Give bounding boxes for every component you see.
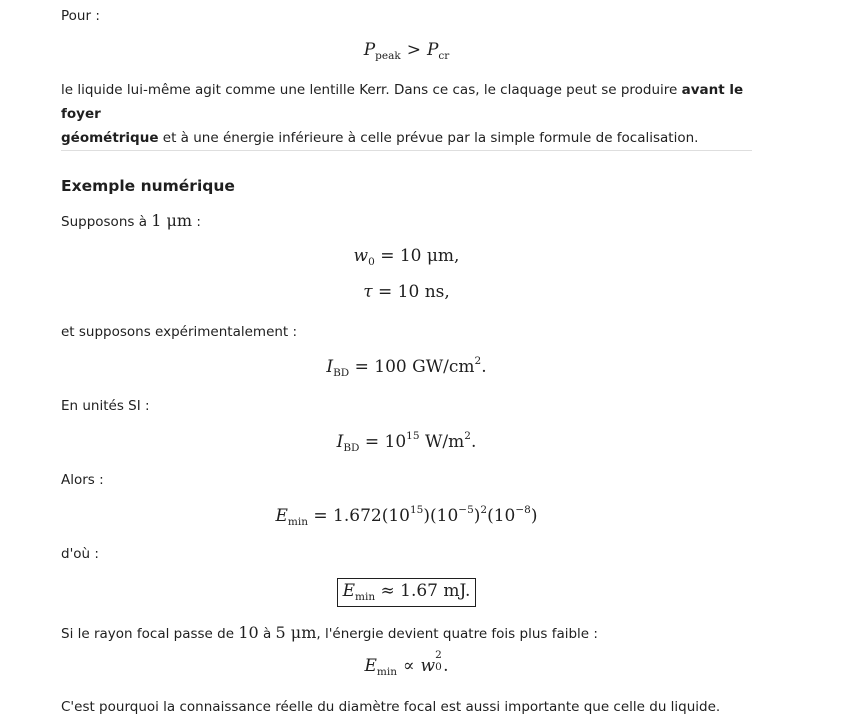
subscript-0: 0: [368, 256, 375, 268]
symbol-E-prop: E: [364, 656, 377, 676]
symbol-w: w: [353, 246, 369, 266]
supposons-text: Supposons à: [61, 214, 152, 230]
energy-result-rhs: ≈ 1.67 mJ.: [380, 581, 471, 601]
equation-peak-power: [61, 40, 752, 62]
supposons-line: [61, 209, 752, 234]
rayon-math-2: 5 μm: [275, 623, 317, 642]
section-heading: Exemple numérique: [61, 177, 235, 195]
energy-calc-a: = 1.672(10: [313, 506, 410, 526]
result-box: [337, 578, 477, 607]
superscript-2: 2: [474, 355, 482, 367]
intensity-si-unit: W/m: [419, 432, 465, 452]
intensity-gw-rhs: = 100 GW/cm: [354, 357, 475, 377]
symbol-I: I: [326, 357, 334, 377]
subscript-cr: cr: [438, 50, 450, 62]
subscript-peak: peak: [375, 50, 401, 62]
equation-proportional: [61, 649, 752, 678]
duration-rhs: = 10 ns,: [378, 282, 450, 302]
waist-rhs: = 10 μm,: [380, 246, 460, 266]
supposons-math: 1 μm: [151, 211, 193, 230]
energy-calc-c: ): [473, 506, 481, 526]
intensity-si-end: .: [470, 432, 477, 452]
rayon-text-b: , l'énergie devient quatre fois plus faible :: [316, 626, 598, 642]
superscript-minus5: −5: [458, 504, 474, 516]
rayon-text-a: Si le rayon focal passe de: [61, 626, 239, 642]
subscript-min-result: min: [355, 591, 376, 603]
proportional-end: .: [443, 656, 449, 676]
symbol-E-result: E: [342, 581, 355, 601]
symbol-P-cr: P: [426, 40, 439, 60]
subscript-0-prop: 0: [435, 661, 442, 673]
equation-energy-result: [61, 578, 752, 607]
kerr-paragraph: [61, 78, 752, 150]
subscript-min-prop: min: [376, 666, 397, 678]
kerr-text-a: le liquide lui-même agit comme une lentille Kerr. Dans ce cas, le claquage peut se produire: [61, 82, 682, 98]
operator-propto: ∝: [403, 656, 415, 676]
subscript-min: min: [287, 516, 308, 528]
equation-intensity-si: [61, 430, 752, 454]
kerr-bold-1: avant le foyer: [61, 82, 744, 122]
conclusion-line: C'est pourquoi la connaissance réelle du diamètre focal est aussi importante que celle du liquide.: [61, 699, 721, 715]
superscript-15: 15: [406, 430, 420, 442]
symbol-I-si: I: [336, 432, 344, 452]
energy-calc-e: ): [530, 506, 538, 526]
superscript-minus8: −8: [515, 504, 531, 516]
subscript-BD: BD: [333, 367, 350, 379]
subscript-BD-si: BD: [343, 442, 360, 454]
kerr-text-b: et à une énergie inférieure à celle prévue par la simple formule de focalisation.: [158, 130, 699, 146]
experimental-line: et supposons expérimentalement :: [61, 324, 298, 340]
energy-calc-d: (10: [487, 506, 516, 526]
equation-waist: [61, 246, 752, 268]
symbol-tau: τ: [363, 282, 373, 302]
intensity-gw-end: .: [481, 357, 487, 377]
kerr-bold-2: géométrique: [61, 130, 159, 146]
symbol-P: P: [363, 40, 376, 60]
rayon-mid: à: [258, 626, 276, 642]
equation-intensity-gw: [61, 355, 752, 379]
superscript-2-prop: 2: [435, 649, 442, 661]
section-divider: [61, 150, 752, 151]
equation-energy-calc: [61, 504, 752, 528]
superscript-2-calc: 2: [480, 504, 488, 516]
rayon-math-1: 10: [238, 623, 259, 642]
rayon-line: [61, 621, 752, 646]
energy-calc-b: )(10: [423, 506, 459, 526]
supposons-end: :: [192, 214, 201, 230]
dou-line: d'où :: [61, 546, 99, 562]
intensity-si-rhs: = 10: [364, 432, 407, 452]
si-units-line: En unités SI :: [61, 398, 150, 414]
superscript-15-calc: 15: [410, 504, 424, 516]
alors-line: Alors :: [61, 472, 104, 488]
symbol-w-prop: w: [420, 656, 436, 676]
symbol-E: E: [275, 506, 288, 526]
equation-duration: [61, 282, 752, 302]
operator-gt: >: [406, 40, 421, 60]
superscript-2-si: 2: [464, 430, 471, 442]
pour-line: Pour :: [61, 8, 100, 24]
